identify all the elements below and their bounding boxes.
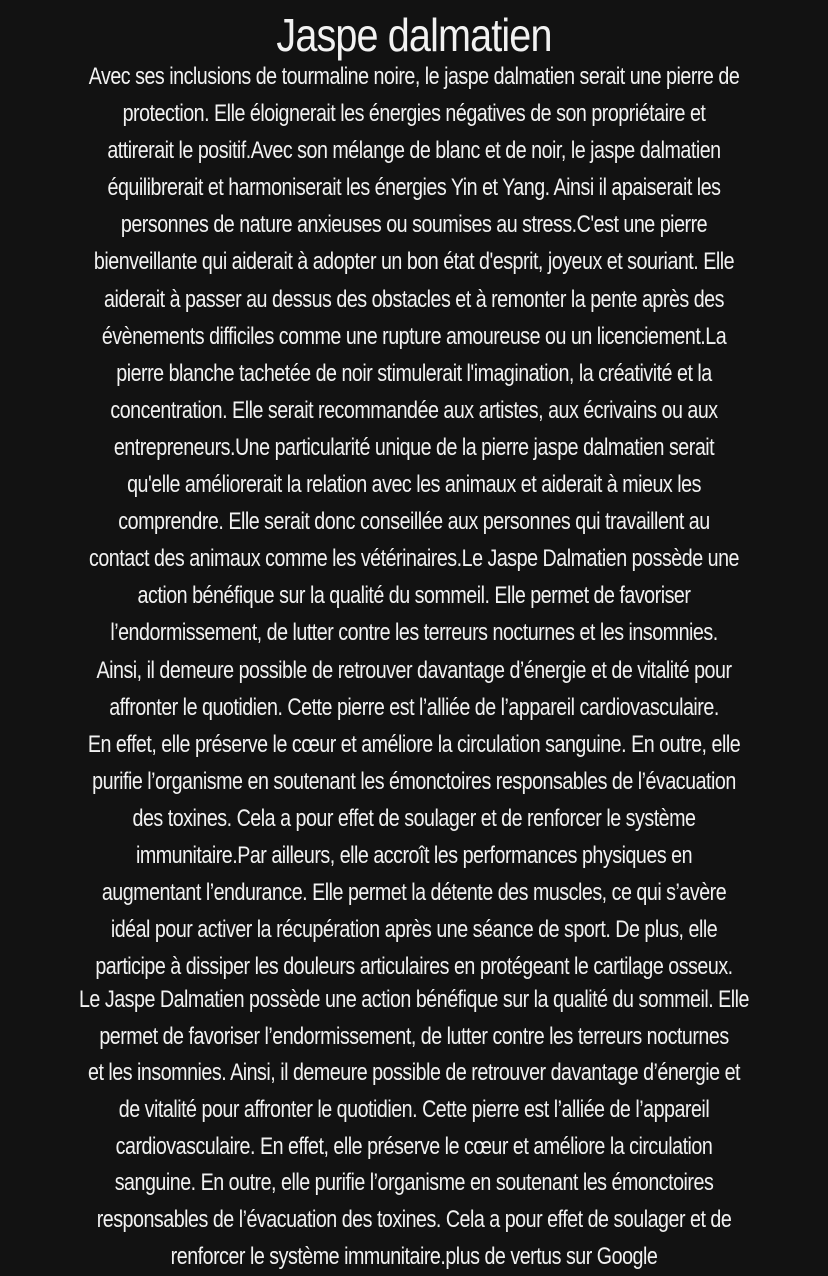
- text-line: des toxines. Cela a pour effet de soulager et de renforcer le système: [132, 804, 696, 832]
- text-line: cardiovasculaire. En effet, elle préserve le cœur et améliore la circulation: [115, 1132, 713, 1160]
- text-line: équilibrerait et harmoniserait les énergies Yin et Yang. Ainsi il apaiserait les: [107, 174, 721, 202]
- text-line: et les insomnies. Ainsi, il demeure possible de retrouver davantage d’énergie et: [87, 1059, 741, 1087]
- text-line: comprendre. Elle serait donc conseillée aux personnes qui travaillent au: [118, 508, 710, 536]
- page-title: Jaspe dalmatien: [276, 9, 552, 61]
- text-line: évènements difficiles comme une rupture amoureuse ou un licenciement.La: [101, 322, 727, 350]
- text-line: sanguine. En outre, elle purifie l’organisme en soutenant les émonctoires: [114, 1169, 714, 1197]
- text-line: protection. Elle éloignerait les énergies négatives de son propriétaire et: [122, 100, 706, 128]
- paragraph-2: [0, 982, 828, 1276]
- text-line: augmentant l’endurance. Elle permet la détente des muscles, ce qui s’avère: [101, 879, 727, 907]
- text-line: action bénéfique sur la qualité du sommeil. Elle permet de favoriser: [137, 582, 691, 610]
- text-line: attirerait le positif.Avec son mélange de blanc et de noir, le jaspe dalmatien: [107, 137, 721, 165]
- text-line: entrepreneurs.Une particularité unique de la pierre jaspe dalmatien serait: [113, 433, 715, 461]
- text-line: purifie l’organisme en soutenant les émonctoires responsables de l’évacuation: [92, 767, 736, 795]
- text-line: idéal pour activer la récupération après une séance de sport. De plus, elle: [110, 916, 718, 944]
- text-line: Le Jaspe Dalmatien possède une action bénéfique sur la qualité du sommeil. Elle: [78, 986, 750, 1013]
- text-line: bienveillante qui aiderait à adopter un bon état d'esprit, joyeux et souriant. Elle: [93, 248, 735, 276]
- text-line: contact des animaux comme les vétérinaires.Le Jaspe Dalmatien possède une: [89, 545, 739, 573]
- text-line: qu'elle améliorerait la relation avec les animaux et aiderait à mieux les: [127, 471, 701, 499]
- paragraph-1: [0, 58, 828, 985]
- text-line: aiderait à passer au dessus des obstacles et à remonter la pente après des: [104, 285, 724, 313]
- text-line: En effet, elle préserve le cœur et améliore la circulation sanguine. En outre, elle: [87, 730, 741, 758]
- text-line: permet de favoriser l’endormissement, de lutter contre les terreurs nocturnes: [99, 1022, 729, 1050]
- text-line: concentration. Elle serait recommandée aux artistes, aux écrivains ou aux: [110, 396, 718, 424]
- text-line: Ainsi, il demeure possible de retrouver davantage d’énergie et de vitalité pour: [96, 656, 732, 684]
- text-line: Avec ses inclusions de tourmaline noire, le jaspe dalmatien serait une pierre de: [88, 63, 740, 90]
- text-line: pierre blanche tachetée de noir stimulerait l'imagination, la créativité et la: [116, 359, 712, 387]
- text-line: de vitalité pour affronter le quotidien. Cette pierre est l’alliée de l’appareil: [118, 1096, 710, 1124]
- text-line: personnes de nature anxieuses ou soumises au stress.C'est une pierre: [120, 211, 708, 239]
- text-line: responsables de l’évacuation des toxines. Cela a pour effet de soulager et de: [96, 1206, 732, 1234]
- text-line: affronter le quotidien. Cette pierre est l’alliée de l’appareil cardiovasculaire.: [109, 693, 719, 721]
- text-line: participe à dissiper les douleurs articulaires en protégeant le cartilage osseux.: [95, 953, 733, 981]
- text-line: immunitaire.Par ailleurs, elle accroît les performances physiques en: [135, 841, 693, 869]
- text-line: renforcer le système immunitaire.plus de vertus sur Google: [170, 1242, 658, 1270]
- text-line: l’endormissement, de lutter contre les terreurs nocturnes et les insomnies.: [110, 619, 718, 647]
